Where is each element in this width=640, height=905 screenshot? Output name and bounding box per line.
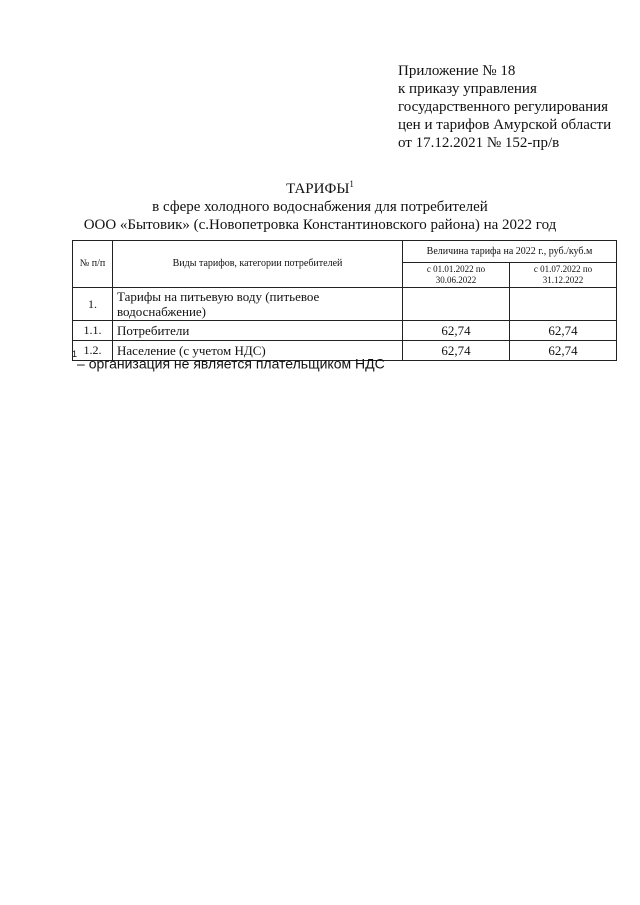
table-row	[73, 288, 617, 321]
appendix-line: государственного регулирования	[398, 99, 609, 115]
table-row	[73, 321, 617, 341]
row-value-2: 62,74	[510, 321, 617, 341]
row-value-1: 62,74	[403, 341, 510, 361]
row-value-1: 62,74	[403, 321, 510, 341]
row-name: Потребители	[113, 321, 403, 341]
row-value-2	[510, 288, 617, 321]
row-num: 1.	[73, 288, 113, 321]
appendix-line: цен и тарифов Амурской области	[398, 117, 612, 133]
header-num: № п/п	[73, 241, 113, 288]
row-value-1	[403, 288, 510, 321]
row-name: Тарифы на питьевую воду (питьевое водоснабжение)	[113, 288, 403, 321]
row-num: 1.2.	[73, 341, 113, 361]
title-organization: ООО «Бытовик» (с.Новопетровка Константиновского района) на 2022 год	[83, 217, 557, 233]
title-subtitle: в сфере холодного водоснабжения для потребителей	[152, 199, 488, 215]
row-value-2: 62,74	[510, 341, 617, 361]
appendix-line: от 17.12.2021 № 152-пр/в	[398, 135, 560, 151]
title-main	[60, 180, 580, 198]
row-num: 1.1.	[73, 321, 113, 341]
title-footnote-mark: 1	[349, 179, 354, 189]
header-category: Виды тарифов, категории потребителей	[113, 241, 403, 288]
header-period-2: с 01.07.2022 по 31.12.2022	[510, 263, 617, 288]
appendix-header	[398, 62, 611, 152]
header-value: Величина тарифа на 2022 г., руб./куб.м	[403, 241, 617, 263]
document-title	[60, 180, 580, 234]
tariff-table	[72, 240, 617, 361]
appendix-line: к приказу управления	[398, 81, 537, 97]
row-name: Население (с учетом НДС)	[113, 341, 403, 361]
header-period-1: с 01.01.2022 по 30.06.2022	[403, 263, 510, 288]
footnote-mark: 1	[72, 349, 78, 359]
title-text: ТАРИФЫ	[286, 181, 350, 197]
appendix-line: Приложение № 18	[398, 63, 516, 79]
footnote-text: – организация не является плательщиком НДС	[77, 355, 385, 372]
